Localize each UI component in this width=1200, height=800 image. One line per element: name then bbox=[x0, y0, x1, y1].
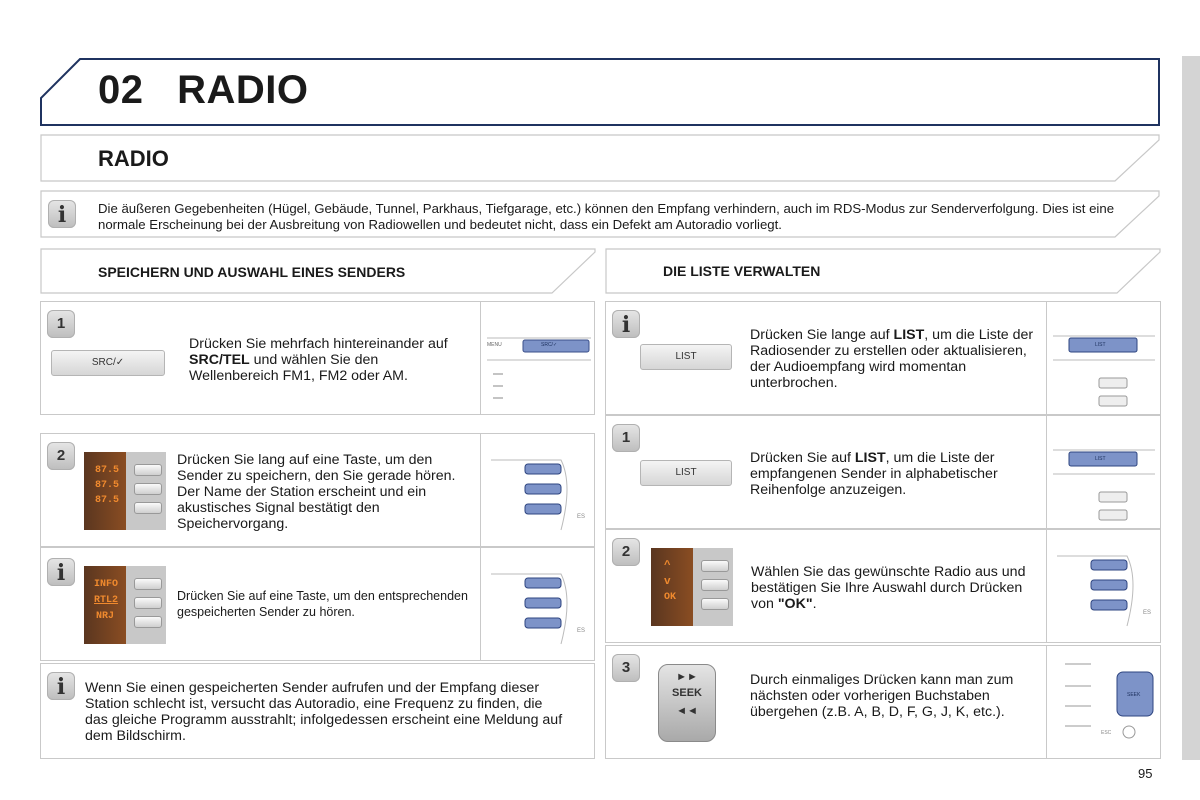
section-title-frame bbox=[40, 134, 1160, 182]
esc-label: ESC bbox=[1101, 730, 1112, 736]
right-column-title: DIE LISTE VERWALTEN bbox=[663, 263, 821, 279]
section-title: RADIO bbox=[98, 146, 169, 171]
preset-keys bbox=[126, 452, 166, 530]
right-step-1-panel bbox=[605, 415, 1161, 529]
es-label: ES bbox=[577, 514, 586, 520]
list-thumbnail bbox=[1046, 416, 1160, 528]
info-icon: i bbox=[612, 310, 640, 338]
seek-button-image bbox=[658, 664, 716, 742]
src-tel-button-image: SRC/✓ bbox=[51, 350, 165, 376]
chapter-name: RADIO bbox=[177, 68, 309, 112]
src-label: SRC/✓ bbox=[541, 342, 558, 348]
info-icon: i bbox=[47, 672, 75, 700]
preset-buttons-thumbnail bbox=[480, 548, 594, 660]
preset-buttons-thumbnail bbox=[480, 434, 594, 546]
es-label: ES bbox=[1143, 610, 1152, 616]
seek-small-label: SEEK bbox=[1127, 692, 1141, 698]
step-text: Drücken Sie lange auf LIST, um die Liste der Radiosender zu erstellen oder aktualisieren, der Audioempfang wird momentan unterbrochen. bbox=[750, 327, 1034, 391]
list-button-image: LIST bbox=[640, 344, 732, 370]
radio-front-illustration bbox=[481, 302, 594, 414]
step-badge: 2 bbox=[47, 442, 75, 470]
step-text: Durch einmaliges Drücken kann man zum nächsten oder vorherigen Buchstaben übergehen (z.B. A, B, D, F, G, J, K, etc.). bbox=[750, 672, 1014, 720]
chapter-title bbox=[98, 68, 309, 113]
preset-key bbox=[701, 579, 729, 591]
down-arrow-icon: v bbox=[664, 576, 671, 588]
lcd-line: INFO bbox=[94, 579, 119, 590]
preset-key bbox=[134, 483, 162, 495]
ok-lcd bbox=[651, 548, 693, 626]
step-text: Drücken Sie auf LIST, um die Liste der empfangenen Sender in alphabetischer Reihenfolge anzuzeigen. bbox=[750, 450, 998, 498]
preset-display-image bbox=[84, 452, 166, 530]
chapter-number: 02 bbox=[98, 68, 144, 112]
list-label: LIST bbox=[1095, 456, 1106, 462]
left-step-2-panel bbox=[40, 433, 595, 547]
preset-buttons-illustration bbox=[1047, 530, 1160, 642]
radio-list-illustration bbox=[1047, 302, 1160, 414]
menu-label: MENU bbox=[487, 342, 502, 348]
lcd-line: NRJ bbox=[96, 611, 115, 622]
page-number: 95 bbox=[1138, 766, 1153, 781]
preset-buttons-illustration bbox=[481, 434, 594, 546]
left-column-title: SPEICHERN UND AUSWAHL EINES SENDERS bbox=[98, 264, 406, 280]
up-arrow-icon: ^ bbox=[664, 560, 671, 572]
rewind-icon: ◄◄ bbox=[676, 705, 698, 717]
list-thumbnail bbox=[1046, 302, 1160, 414]
lcd-line: 87.5 bbox=[95, 480, 120, 491]
seek-thumbnail bbox=[1046, 646, 1160, 758]
left-step-1-panel bbox=[40, 301, 595, 415]
preset-keys bbox=[126, 566, 166, 644]
preset-lcd bbox=[84, 452, 126, 530]
lcd-line: 87.5 bbox=[95, 495, 120, 506]
preset-key bbox=[134, 502, 162, 514]
step-text: Drücken Sie auf eine Taste, um den entsprechenden gespeicherten Sender zu hören. bbox=[177, 589, 468, 619]
info-note-text: Die äußeren Gegebenheiten (Hügel, Gebäude, Tunnel, Parkhaus, Tiefgarage, etc.) können den Empfang verhindern, auch im RDS-Modus zur Senderverfolgung. Dies ist eine normale Erscheinung bei der Ausbreitung von Radiowellen und bedeutet nicht, dass ein Defekt am Autoradio vorliegt. bbox=[98, 201, 1115, 232]
radio-list-illustration bbox=[1047, 416, 1160, 528]
step-badge: 3 bbox=[612, 654, 640, 682]
step-text: Wählen Sie das gewünschte Radio aus und bestätigen Sie Ihre Auswahl durch Drücken von "OK". bbox=[751, 564, 1026, 612]
fast-forward-icon: ►► bbox=[676, 671, 698, 683]
step-text: Drücken Sie mehrfach hintereinander auf SRC/TEL und wählen Sie den Wellenbereich FM1, FM2 oder AM. bbox=[189, 336, 448, 384]
page-edge-tab bbox=[1182, 56, 1200, 760]
seek-panel-illustration bbox=[1047, 646, 1160, 758]
preset-lcd bbox=[84, 566, 126, 644]
preset-key bbox=[134, 464, 162, 476]
preset-keys bbox=[693, 548, 733, 626]
es-label: ES bbox=[577, 628, 586, 634]
preset-names-image bbox=[84, 566, 166, 644]
preset-key bbox=[134, 597, 162, 609]
preset-key bbox=[701, 560, 729, 572]
step-badge: 1 bbox=[47, 310, 75, 338]
lcd-line: 87.5 bbox=[95, 465, 120, 476]
lcd-line: RTL2 bbox=[94, 595, 119, 606]
seek-label: SEEK bbox=[672, 687, 702, 699]
info-icon: i bbox=[47, 558, 75, 586]
preset-buttons-illustration bbox=[481, 548, 594, 660]
note-text: Wenn Sie einen gespeicherten Sender aufrufen und der Empfang dieser Station schlecht ist, versucht das Autoradio, eine Frequenz zu finden, die das gleiche Programm ausstrahlt; infolgedessen erscheint eine Meldung auf dem Bildschirm. bbox=[85, 680, 563, 744]
left-note-panel bbox=[40, 663, 595, 759]
list-button-image: LIST bbox=[640, 460, 732, 486]
step-badge: 2 bbox=[612, 538, 640, 566]
right-step-info-panel bbox=[605, 301, 1161, 415]
right-step-3-panel bbox=[605, 645, 1161, 759]
radio-thumbnail bbox=[480, 302, 594, 414]
preset-key bbox=[134, 578, 162, 590]
preset-key bbox=[701, 598, 729, 610]
step-text: Drücken Sie lang auf eine Taste, um den Sender zu speichern, den Sie gerade hören. Der Name der Station erscheint und ein akustisches Signal bestätigt den Speichervorgang. bbox=[177, 452, 456, 532]
info-icon: i bbox=[48, 200, 76, 228]
ok-display-image bbox=[651, 548, 733, 626]
left-step-recall-panel bbox=[40, 547, 595, 661]
preset-key bbox=[134, 616, 162, 628]
right-step-2-panel bbox=[605, 529, 1161, 643]
step-badge: 1 bbox=[612, 424, 640, 452]
list-label: LIST bbox=[1095, 342, 1106, 348]
lcd-line: OK bbox=[664, 592, 677, 603]
preset-buttons-thumbnail bbox=[1046, 530, 1160, 642]
